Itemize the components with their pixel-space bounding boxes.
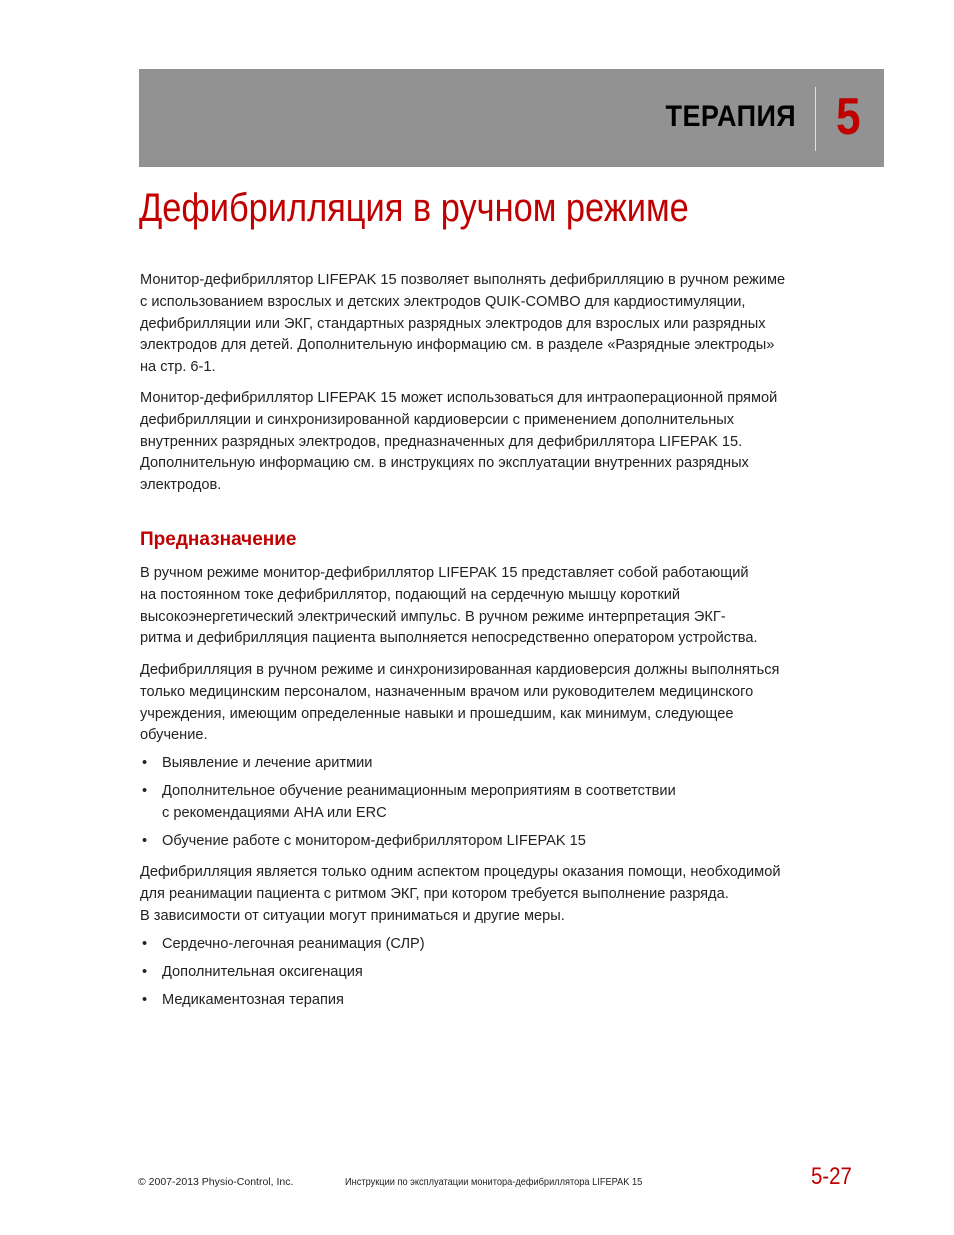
- intro-paragraph-1: [140, 270, 785, 379]
- list-item-text: Медикаментозная терапия: [162, 992, 344, 1008]
- section-paragraph-3: [140, 862, 781, 927]
- list-item-text: Дополнительная оксигенация: [162, 964, 363, 980]
- text-line: В ручном режиме монитор-дефибриллятор LIFEPAK 15 представляет собой работающий: [140, 565, 749, 581]
- bullet-icon: •: [142, 992, 148, 1008]
- section-paragraph-2: [140, 660, 779, 747]
- text-line: Монитор-дефибриллятор LIFEPAK 15 позволяет выполнять дефибрилляцию в ручном режиме: [140, 272, 786, 288]
- bullet-icon: •: [142, 936, 148, 952]
- chapter-title: ТЕРАПИЯ: [665, 100, 796, 133]
- text-line: Дополнительную информацию см. в инструкциях по эксплуатации внутренних разрядных: [140, 455, 749, 472]
- list-item-text: Сердечно-легочная реанимация (СЛР): [162, 936, 425, 952]
- text-line: Дефибрилляция является только одним аспектом процедуры оказания помощи, необходимой: [140, 864, 781, 880]
- text-line: для реанимации пациента с ритмом ЭКГ, при котором требуется выполнение разряда.: [140, 885, 729, 902]
- text-line: внутренних разрядных электродов, предназначенных для дефибриллятора LIFEPAK 15.: [140, 433, 743, 450]
- chapter-divider: [815, 87, 816, 151]
- bullet-icon: •: [142, 755, 148, 771]
- intro-paragraph-2: [140, 388, 777, 497]
- bullet-icon: •: [142, 833, 148, 849]
- text-line: с использованием взрослых и детских электродов QUIK-COMBO для кардиостимуляции,: [140, 293, 746, 310]
- footer-manual-title: Инструкции по эксплуатации монитора-дефибриллятора LIFEPAK 15: [345, 1176, 643, 1188]
- chapter-banner: [139, 69, 884, 167]
- text-line: электродов.: [140, 477, 222, 494]
- section-paragraph-1: [140, 563, 758, 650]
- page-title: Дефибрилляция в ручном режиме: [139, 186, 689, 230]
- list-item-text: Выявление и лечение аритмии: [162, 755, 373, 771]
- text-line: высокоэнергетический электрический импульс. В ручном режиме интерпретация ЭКГ-: [140, 608, 726, 625]
- text-line: учреждения, имеющим определенные навыки и прошедшим, как минимум, следующее: [140, 705, 734, 722]
- text-line: только медицинским персоналом, назначенным врачом или руководителем медицинского: [140, 683, 754, 700]
- text-line: Монитор-дефибриллятор LIFEPAK 15 может использоваться для интраоперационной прямой: [140, 390, 778, 406]
- text-line: дефибрилляции и синхронизированной кардиоверсии с применением дополнительных: [140, 411, 735, 428]
- text-line: ритма и дефибрилляция пациента выполняется непосредственно оператором устройства.: [140, 630, 758, 647]
- chapter-number: 5: [836, 88, 861, 146]
- footer-copyright: © 2007-2013 Physio-Control, Inc.: [138, 1176, 294, 1188]
- text-line: дефибрилляции или ЭКГ, стандартных разрядных электродов для взрослых или разрядных: [140, 315, 766, 332]
- text-line: Дефибрилляция в ручном режиме и синхронизированная кардиоверсия должны выполняться: [140, 662, 780, 678]
- text-line: на стр. 6-1.: [140, 359, 216, 376]
- section-heading: Предназначение: [140, 529, 297, 550]
- text-line: электродов для детей. Дополнительную информацию см. в разделе «Разрядные электроды»: [140, 337, 775, 354]
- list-item-text: Дополнительное обучение реанимационным мероприятиям в соответствии: [162, 783, 676, 799]
- page-number: 5-27: [811, 1163, 852, 1190]
- text-line: В зависимости от ситуации могут приниматься и другие меры.: [140, 907, 565, 924]
- text-line: на постоянном токе дефибриллятор, подающий на сердечную мышцу короткий: [140, 586, 681, 603]
- bullet-icon: •: [142, 964, 148, 980]
- bullet-icon: •: [142, 783, 148, 799]
- text-line: обучение.: [140, 727, 208, 744]
- list-item-text: с рекомендациями AHA или ERC: [162, 804, 387, 821]
- list-item-text: Обучение работе с монитором-дефибриллятором LIFEPAK 15: [162, 833, 586, 849]
